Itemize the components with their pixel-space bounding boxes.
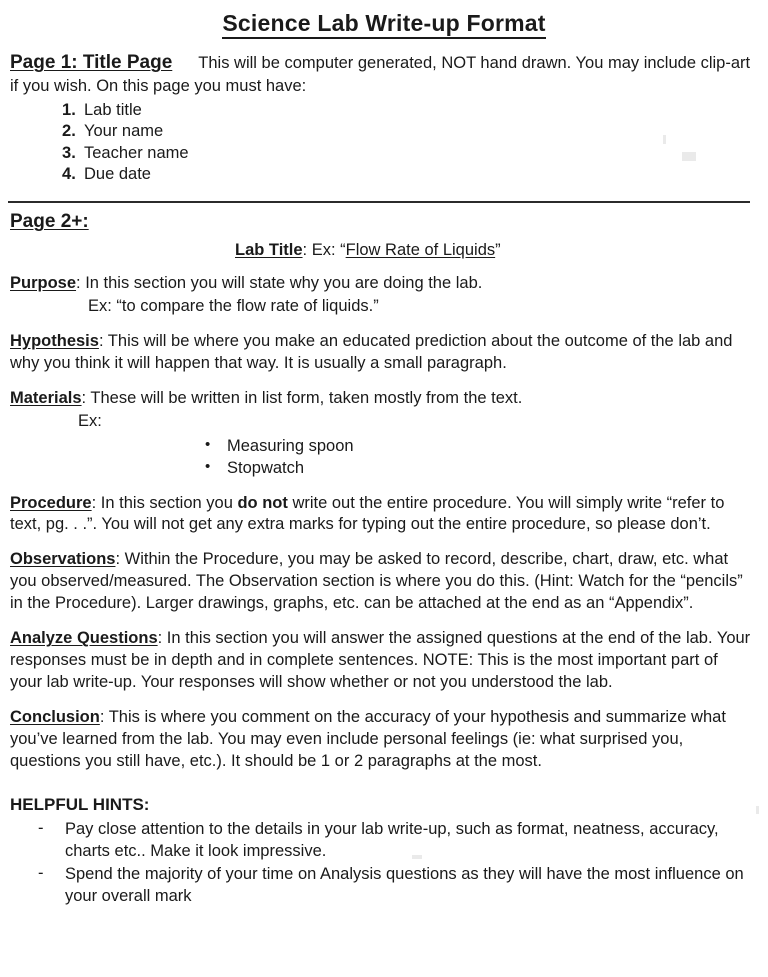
page1-section — [0, 50, 768, 97]
helpful-hints-list — [0, 819, 768, 908]
section-body-hypothesis: : This will be where you make an educated prediction about the outcome of the lab and why you think it will happen that way. It is usually a small paragraph. — [10, 332, 733, 373]
list-item: • Measuring spoon — [205, 435, 768, 457]
materials-bullet-list — [0, 435, 768, 480]
list-item: Lab title — [84, 100, 142, 119]
list-item: Your name — [84, 122, 164, 141]
list-item: • Stopwatch — [205, 457, 768, 479]
page1-requirements-list — [0, 100, 768, 186]
list-item: Due date — [84, 164, 151, 183]
section-hypothesis — [0, 331, 768, 375]
list-item: - Spend the majority of your time on Analysis questions as they will have the most influence on your overall mark — [38, 864, 746, 908]
section-heading-analyze-questions: Analyze Questions — [10, 629, 158, 648]
lab-title-label: Lab Title — [235, 241, 303, 260]
lab-title-line — [0, 241, 768, 260]
list-item: - Pay close attention to the details in your lab write-up, such as format, neatness, accuracy, charts etc.. Make it look impressive. — [38, 819, 746, 863]
section-conclusion — [0, 707, 768, 773]
materials-example-label: Ex: — [78, 412, 102, 431]
section-heading-materials: Materials — [10, 389, 82, 408]
section-body-observations: : Within the Procedure, you may be asked to record, describe, chart, draw, etc. what you observed/measured. The Observation section is where you do this. (Hint: Watch for the “pencils” in the Procedure). Larger drawings, graphs, etc. can be attached at the end as an “Appendix”. — [10, 550, 743, 613]
section-body-conclusion: : This is where you comment on the accuracy of your hypothesis and summarize what you’ve learned from the lab. You may even include personal feelings (ie: what surprised you, questions you still have, etc.). It should be 1 or 2 paragraphs at the most. — [10, 708, 726, 770]
lab-title-example: Flow Rate of Liquids — [345, 241, 496, 260]
page2-heading: Page 2+: — [10, 211, 89, 233]
section-materials — [0, 388, 768, 410]
section-procedure — [0, 493, 768, 537]
section-body-procedure-after: write out the entire procedure. You will simply write “refer to text, pg. . .”. You will not get any extra marks for typing out the entire procedure, so please don’t. — [10, 493, 725, 534]
section-purpose — [0, 273, 768, 295]
section-heading-procedure: Procedure — [10, 493, 92, 512]
section-analyze-questions — [0, 628, 768, 694]
section-body-procedure-before: : In this section you — [91, 493, 238, 512]
page-title-text: Science Lab Write-up Format — [222, 10, 545, 39]
section-heading-hypothesis: Hypothesis — [10, 332, 99, 351]
page1-intro: This will be computer generated, NOT hand drawn. You may include clip-art if you wish. On this page you must have: — [10, 54, 751, 95]
section-heading-conclusion: Conclusion — [10, 708, 100, 727]
section-body-analyze-questions: : In this section you will answer the assigned questions at the end of the lab. Your responses must be in depth and in complete sentences. NOTE: This is the most important part of your lab write-up. Your responses will show whether or not you understood the lab. — [10, 629, 751, 692]
purpose-example: Ex: “to compare the flow rate of liquids.” — [88, 297, 379, 316]
section-observations — [0, 549, 768, 615]
section-heading-purpose: Purpose — [10, 274, 77, 293]
lab-title-separator: : Ex: “ — [302, 241, 346, 260]
section-body-procedure-emphasis: do not — [237, 493, 288, 512]
list-item: Teacher name — [84, 143, 189, 162]
section-divider — [8, 201, 750, 203]
section-heading-observations: Observations — [10, 550, 116, 569]
section-body-materials: : These will be written in list form, taken mostly from the text. — [81, 389, 523, 408]
lab-title-closing-quote: ” — [495, 241, 501, 260]
helpful-hints-heading: HELPFUL HINTS: — [10, 794, 150, 814]
section-body-purpose: : In this section you will state why you are doing the lab. — [76, 274, 483, 293]
page-title — [0, 0, 768, 36]
page1-heading: Page 1: Title Page — [10, 52, 173, 74]
